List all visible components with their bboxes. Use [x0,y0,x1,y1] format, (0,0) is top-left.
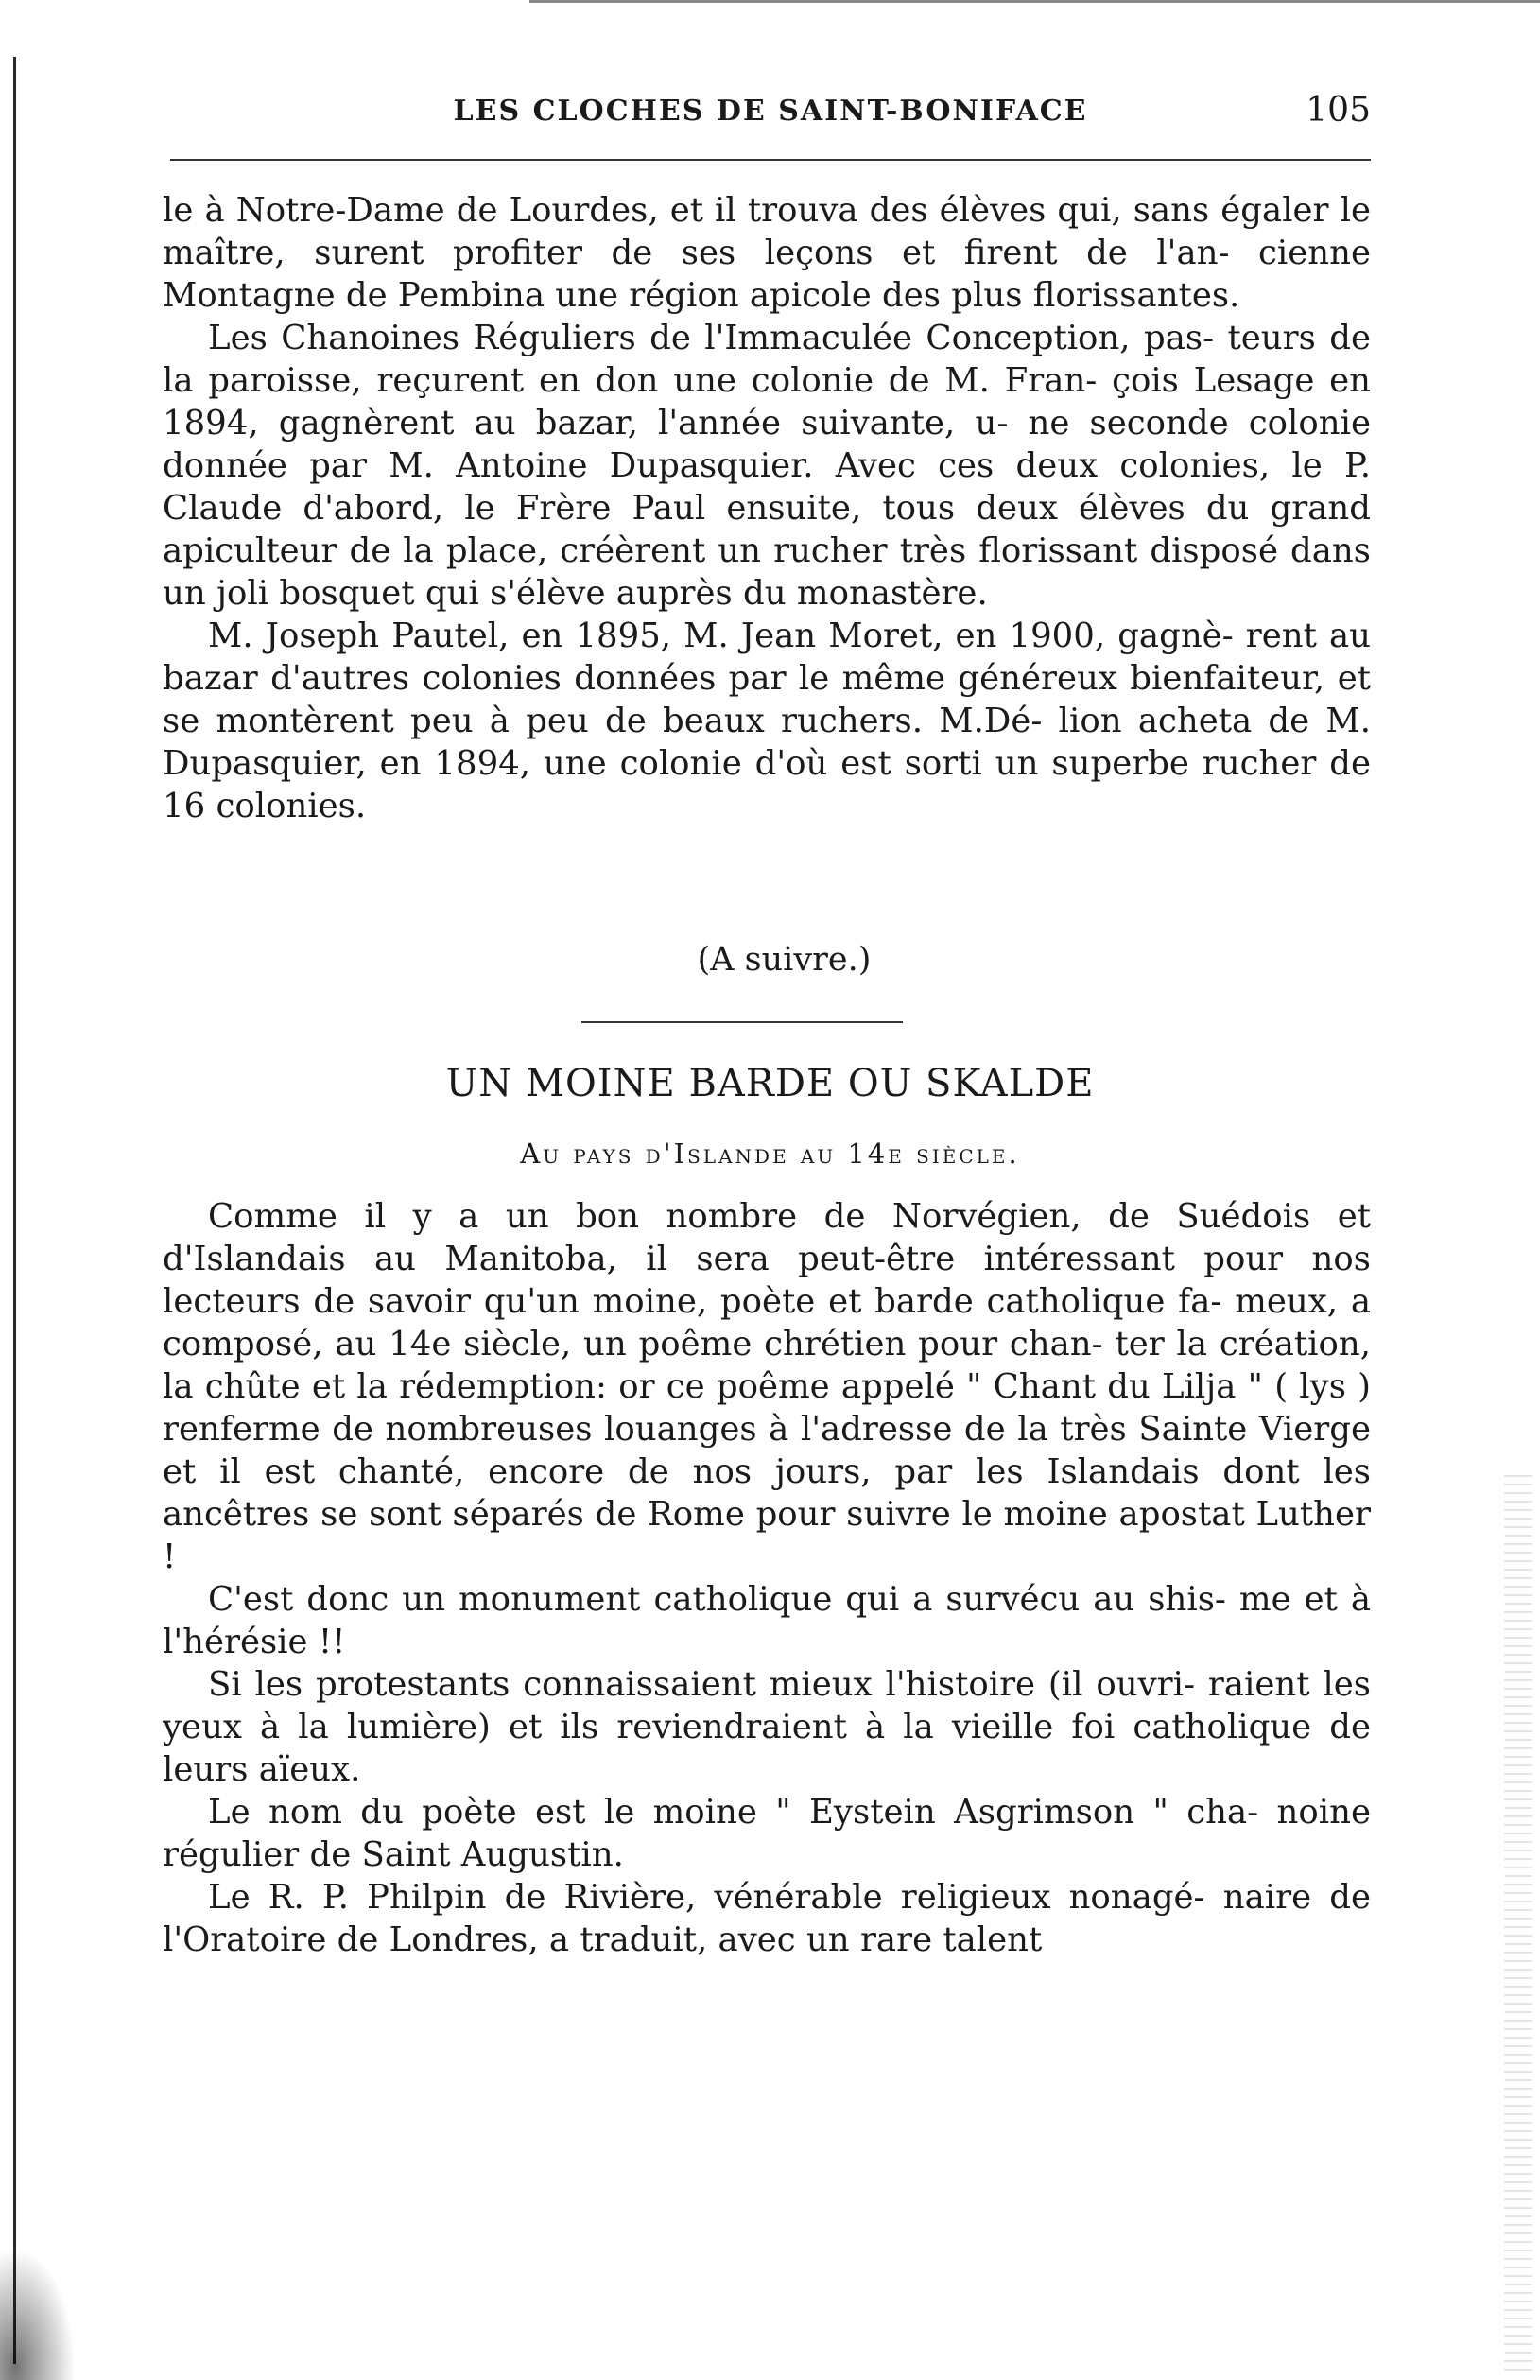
paragraph: Comme il y a un bon nombre de Norvégien, de Suédois et d'Islandais au Manitoba, il sera peut-être intéressant pour nos lecteurs de savoir qu'un moine, poète et barde catholique fa- meux, a composé, au 14e siècle, un poême chrétien pour chan- ter la création, la chûte et la rédemption: or ce poême appelé " Chant du Lilja " ( lys ) renferme de nombreuses louanges à l'adresse de la très Sainte Vierge et il est chanté, encore de nos jours, par les Islandais dont les ancêtres se sont séparés de Rome pour suivre le moine apostat Luther ! [163,1197,1372,1576]
section-divider [581,1021,903,1023]
running-header [170,91,1371,142]
paragraph: le à Notre-Dame de Lourdes, et il trouva des élèves qui, sans égaler le maître, surent profiter de ses leçons et firent de l'an- cienne Montagne de Pembina une région apicole des plus florissantes. [163,191,1371,315]
article-title: UN MOINE BARDE OU SKALDE [445,1062,1095,1105]
scan-speckle [1504,1475,1532,2373]
article-subtitle: Au pays d'Islande au 14e siècle. [520,1138,1020,1170]
running-title: LES CLOCHES DE SAINT-BONIFACE [453,95,1088,128]
paragraph: Les Chanoines Réguliers de l'Immaculée Conception, pas- teurs de la paroisse, reçurent en don une colonie de M. Fran- çois Lesage en 1894, gagnèrent au bazar, l'année suivante, u- ne seconde colonie donnée par M. Antoine Dupasquier. Avec ces deux colonies, le P. Claude d'abord, le Frère Paul ensuite, tous deux élèves du grand apiculteur de la place, créèrent un rucher très florissant disposé dans un joli bosquet qui s'élève auprès du monastère. [163,319,1372,613]
scan-smudge [0,2248,76,2380]
page-number: 105 [1306,91,1371,130]
paragraph: Si les protestants connaissaient mieux l'histoire (il ouvri- raient les yeux à la lumière) et ils reviendraient à la vieille foi catholique de leurs aïeux. [163,1665,1371,1789]
paragraph: Le nom du poète est le moine " Eystein Asgrimson " cha- noine régulier de Saint Augustin. [163,1793,1371,1874]
header-rule [170,159,1371,161]
section-bees [163,189,1371,827]
paragraph: Le R. P. Philpin de Rivière, vénérable religieux nonagé- naire de l'Oratoire de Londres, a traduit, avec un rare talent [163,1878,1371,1959]
paragraph: M. Joseph Pautel, en 1895, M. Jean Moret, en 1900, gagnè- rent au bazar d'autres colonies données par le même généreux bienfaiteur, et se montèrent peu à peu de beaux ruchers. M.Dé- lion acheta de M. Dupasquier, en 1894, une colonie d'où est sorti un superbe rucher de 16 colonies. [163,617,1371,825]
to-be-continued: (A suivre.) [697,941,872,979]
scan-binding-edge [13,57,16,2364]
paragraph: C'est donc un monument catholique qui a survécu au shis- me et à l'hérésie !! [163,1580,1372,1661]
scan-top-edge [529,0,1540,3]
article-body [163,1195,1371,1961]
